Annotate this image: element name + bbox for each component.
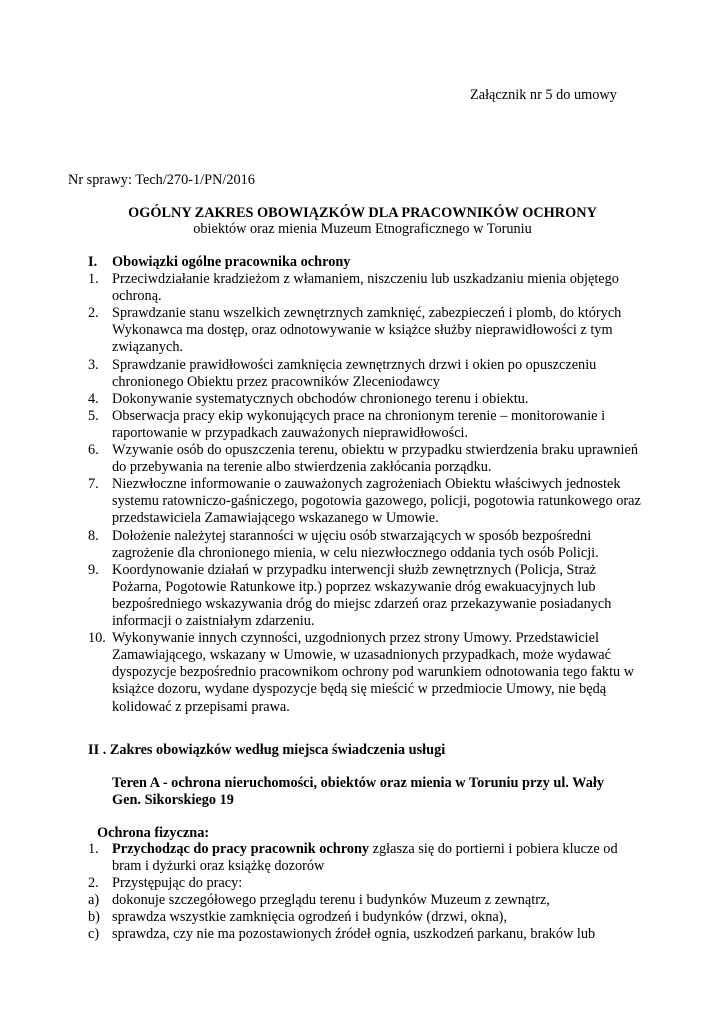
section1-item-line: kolidować z przepisami prawa. bbox=[112, 698, 290, 715]
section1-item-number: 6. bbox=[88, 442, 99, 458]
section1-item-line: Niezwłoczne informowanie o zauważonych zagrożeniach Obiektu właściwych jednostek bbox=[112, 476, 621, 493]
attachment-label: Załącznik nr 5 do umowy bbox=[470, 87, 617, 103]
section1-item-line: Wykonawca ma dostęp, oraz odnotowywanie w książce służby nieprawidłowości z tym bbox=[112, 322, 613, 339]
area-a-heading-line2: Gen. Sikorskiego 19 bbox=[112, 792, 234, 808]
sub-item-text: sprawdza, czy nie ma pozostawionych źródeł ognia, uszkodzeń parkanu, braków lub bbox=[112, 926, 596, 943]
sub-item-letter: c) bbox=[88, 926, 100, 943]
section1-item-line: Pożarna, Pogotowie Ratunkowe itp.) poprzez wskazywanie dróg ewakuacyjnych lub bbox=[112, 578, 596, 595]
section1-item-number: 7. bbox=[88, 476, 99, 493]
section1-item-line: systemu ratowniczo-gaśniczego, pogotowia gazowego, policji, pogotowia ratunkowego oraz bbox=[112, 493, 641, 510]
document-subtitle: obiektów oraz mienia Muzeum Etnograficznego w Toruniu bbox=[193, 221, 532, 237]
section1-item-line: zagrożenie dla chronionego mienia, w celu niezwłocznego oddania tych osób Policji. bbox=[112, 544, 599, 561]
section1-item-line: Obserwacja pracy ekip wykonujących prace na chronionym terenie – monitorowanie i bbox=[112, 407, 606, 424]
physical-protection-heading: Ochrona fizyczna: bbox=[97, 825, 210, 841]
section1-item-line: chronionego Obiektu przez pracowników Zleceniodawcy bbox=[112, 373, 440, 390]
physical-item-1-line2: bram i dyżurki oraz książkę dozorów bbox=[112, 858, 325, 874]
sub-item-letter: a) bbox=[88, 892, 100, 908]
section1-item-line: Wzywanie osób do opuszczenia terenu, obiektu w przypadku stwierdzenia braku uprawnień bbox=[112, 442, 639, 458]
section1-number: I. bbox=[88, 254, 98, 270]
section1-item-number: 9. bbox=[88, 561, 99, 578]
section1-item-line: Sprawdzanie prawidłowości zamknięcia zewnętrznych drzwi i okien po opuszczeniu bbox=[112, 356, 597, 373]
document-title: OGÓLNY ZAKRES OBOWIĄZKÓW DLA PRACOWNIKÓW OCHRONY bbox=[128, 205, 597, 221]
section1-heading: Obowiązki ogólne pracownika ochrony bbox=[112, 254, 351, 270]
section1-item-number: 5. bbox=[88, 407, 99, 424]
section1-item-number: 2. bbox=[88, 305, 99, 322]
section1-item-line: książce dozoru, wydane dyspozycje będą się mieścić w przedmiocie Umowy, nie będą bbox=[112, 681, 607, 698]
physical-item-2-number: 2. bbox=[88, 875, 99, 891]
section1-item-line: Dokonywanie systematycznych obchodów chronionego terenu i obiektu. bbox=[112, 390, 529, 407]
sub-item-letter: b) bbox=[88, 909, 100, 926]
section1-item-line: Sprawdzanie stanu wszelkich zewnętrznych zamknięć, zabezpieczeń i plomb, do których bbox=[112, 305, 622, 322]
physical-item-1-rest: zgłasza się do portierni i pobiera klucze od bbox=[369, 841, 618, 857]
section1-item-line: Przeciwdziałanie kradzieżom z włamaniem, niszczeniu lub uszkadzaniu mienia objętego bbox=[112, 271, 619, 287]
physical-item-1-bold: Przychodząc do pracy pracownik ochrony bbox=[112, 841, 370, 857]
section1-item-number: 1. bbox=[88, 271, 99, 287]
section1-item-line: Koordynowanie działań w przypadku interwencji służb zewnętrznych (Policja, Straż bbox=[112, 561, 596, 578]
section2-heading: II . Zakres obowiązków według miejsca świadczenia usługi bbox=[88, 742, 446, 758]
sub-item-text: dokonuje szczegółowego przeglądu terenu i budynków Muzeum z zewnątrz, bbox=[112, 892, 550, 908]
section1-item-line: raportowanie w przypadkach zauważonych nieprawidłowości. bbox=[112, 424, 469, 441]
area-a-heading-line1: Teren A - ochrona nieruchomości, obiektów oraz mienia w Toruniu przy ul. Wały bbox=[112, 775, 604, 791]
section1-item-line: informacji o zaistniałym zdarzeniu. bbox=[112, 613, 315, 629]
section1-item-line: Dołożenie należytej staranności w ujęciu osób stwarzających w sposób bezpośredni bbox=[112, 527, 592, 544]
section1-item-line: do przebywania na terenie albo stwierdzenia zakłócania porządku. bbox=[112, 459, 492, 476]
section1-item-number: 4. bbox=[88, 390, 99, 407]
physical-item-1-number: 1. bbox=[88, 841, 99, 857]
section1-item-number: 8. bbox=[88, 527, 99, 544]
physical-item-1 bbox=[112, 840, 618, 858]
case-number: Nr sprawy: Tech/270-1/PN/2016 bbox=[68, 172, 255, 188]
physical-item-2: Przystępując do pracy: bbox=[112, 875, 243, 891]
section1-item-number: 3. bbox=[88, 356, 99, 373]
section1-item-line: Zamawiającego, wskazany w Umowie, w uzasadnionych przypadkach, może wydawać bbox=[112, 647, 612, 664]
section1-item-line: ochroną. bbox=[112, 288, 162, 305]
section1-item-line: przedstawiciela Zamawiającego wskazanego w Umowie. bbox=[112, 510, 439, 527]
section1-item-line: dyspozycje bezpośrednio pracownikom ochrony pod warunkiem odnotowania tego faktu w bbox=[112, 664, 635, 681]
sub-item-text: sprawdza wszystkie zamknięcia ogrodzeń i budynków (drzwi, okna), bbox=[112, 909, 508, 926]
section1-item-line: Wykonywanie innych czynności, uzgodnionych przez strony Umowy. Przedstawiciel bbox=[112, 630, 599, 647]
section1-item-number: 10. bbox=[88, 630, 106, 647]
section1-item-line: związanych. bbox=[112, 339, 184, 356]
section1-item-line: bezpośredniego wskazywania dróg do miejsc zdarzeń oraz przekazywanie posiadanych bbox=[112, 595, 612, 612]
